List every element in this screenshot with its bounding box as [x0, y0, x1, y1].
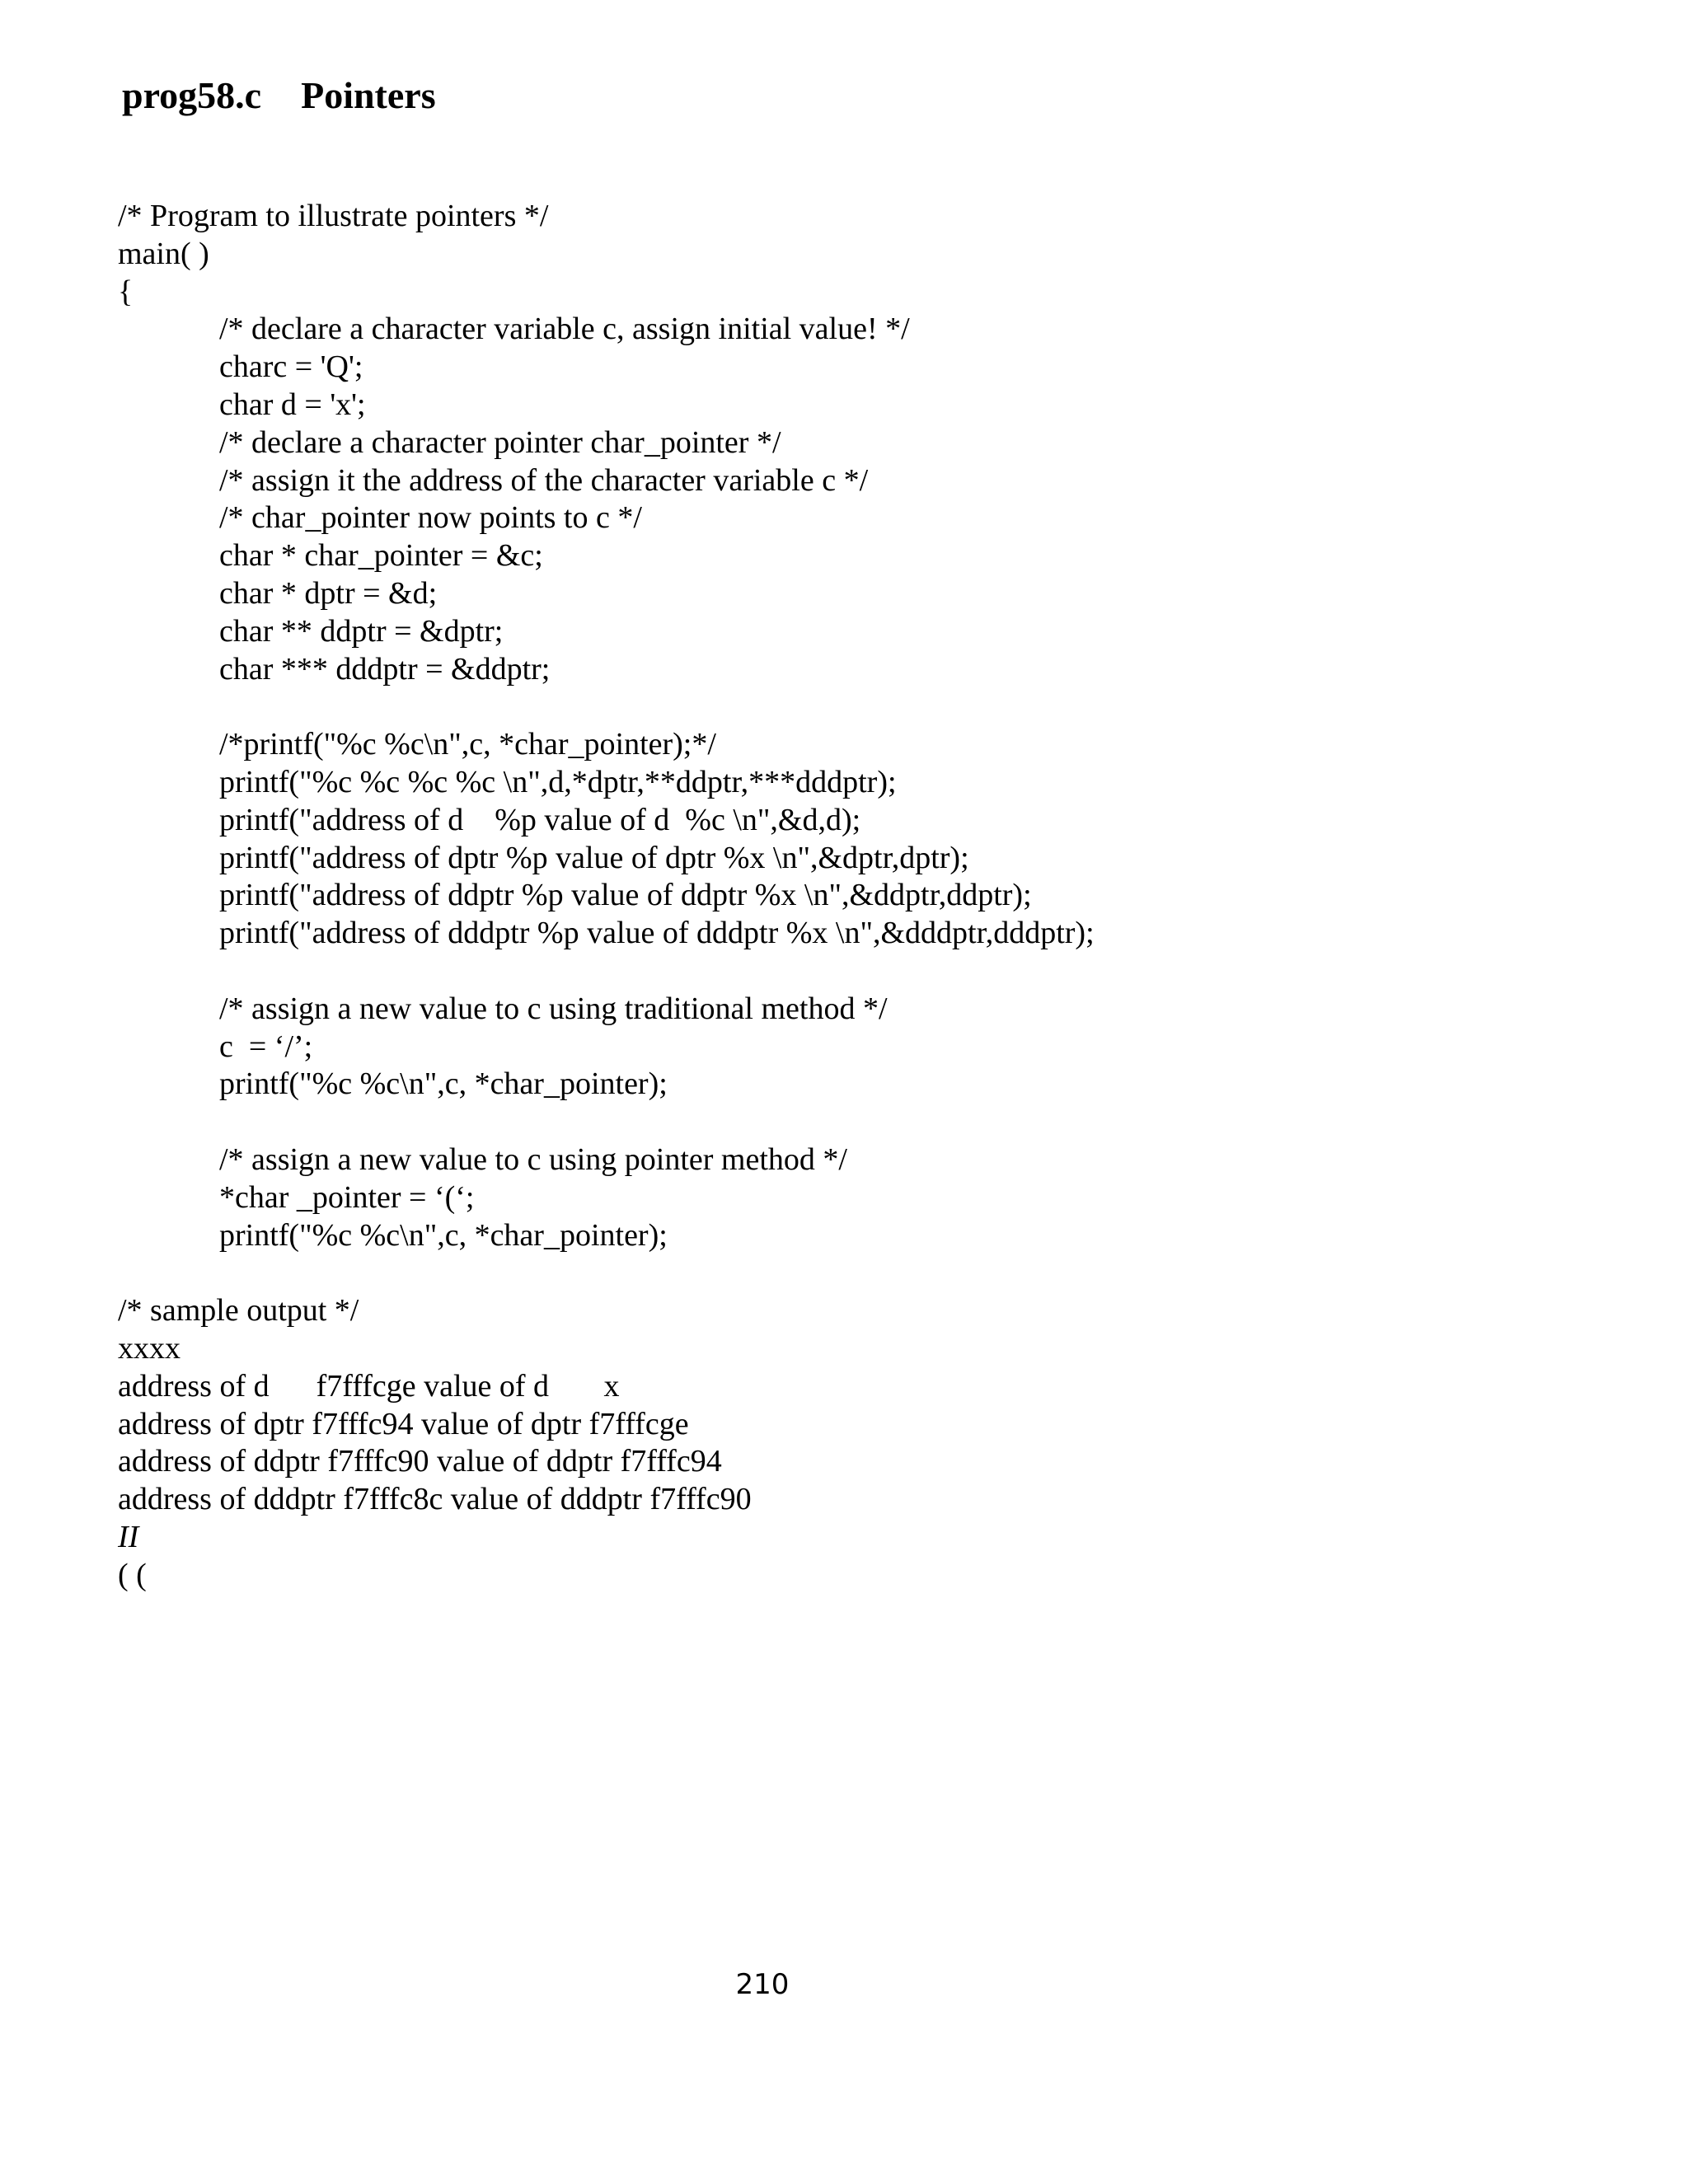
page-title — [122, 71, 436, 120]
code-line: printf("%c %c\n",c, *char_pointer); — [219, 1217, 668, 1253]
code-line: printf("%c %c\n",c, *char_pointer); — [219, 1066, 668, 1102]
code-line: /*printf("%c %c\n",c, *char_pointer);*/ — [219, 727, 716, 762]
code-line: xxxx — [118, 1330, 181, 1366]
code-line: /* declare a character variable c, assign initial value! */ — [219, 312, 910, 347]
title-topic: Pointers — [301, 74, 436, 116]
code-line: printf("address of dddptr %p value of dddptr %x \n",&dddptr,dddptr); — [219, 916, 1095, 951]
code-line: /* assign it the address of the character variable c */ — [219, 462, 869, 498]
page-number: 210 — [735, 1968, 790, 2001]
blank-line — [118, 953, 1095, 991]
code-line: address of ddptr f7fffc90 value of ddptr f7fffc94 — [118, 1444, 722, 1479]
code-line: /* declare a character pointer char_pointer */ — [219, 424, 781, 460]
code-line: printf("address of dptr %p value of dptr %x \n",&dptr,dptr); — [219, 840, 969, 875]
code-line: address of dptr f7fffc94 value of dptr f7fffcge — [118, 1406, 689, 1441]
code-line: /* Program to illustrate pointers */ — [118, 199, 549, 233]
code-line: { — [118, 274, 134, 309]
code-listing — [118, 198, 1095, 1594]
code-line: printf("address of d %p value of d %c \n",&d,d); — [219, 802, 861, 837]
code-line: printf("address of ddptr %p value of ddptr %x \n",&ddptr,ddptr); — [219, 878, 1032, 913]
blank-line — [118, 688, 1095, 726]
code-line: char *** dddptr = &ddptr; — [219, 651, 551, 687]
title-filename: prog58.c — [122, 74, 262, 116]
code-line: char * char_pointer = &c; — [219, 538, 543, 574]
code-line: address of d f7fffcge value of d x — [118, 1368, 620, 1404]
code-line: char d = 'x'; — [219, 387, 366, 422]
code-line: /* char_pointer now points to c */ — [219, 500, 642, 536]
code-line: /* sample output */ — [118, 1293, 359, 1329]
code-line: main( ) — [118, 236, 209, 271]
code-line: charc = 'Q'; — [219, 349, 363, 385]
code-line: c = ‘/’; — [219, 1029, 313, 1064]
code-line: /* assign a new value to c using pointer method */ — [219, 1141, 847, 1177]
blank-line — [118, 1254, 1095, 1292]
blank-line — [118, 1104, 1095, 1141]
code-line: printf("%c %c %c %c \n",d,*dptr,**ddptr,***dddptr); — [219, 764, 897, 799]
code-line: char ** ddptr = &dptr; — [219, 613, 504, 649]
code-line: /* assign a new value to c using traditional method */ — [219, 991, 888, 1026]
code-line: *char _pointer = ‘(‘; — [219, 1179, 475, 1215]
code-line: char * dptr = &d; — [219, 575, 438, 611]
code-line: II — [118, 1519, 139, 1554]
code-line: address of dddptr f7fffc8c value of dddptr f7fffc90 — [118, 1482, 752, 1517]
code-line: ( ( — [118, 1557, 147, 1592]
